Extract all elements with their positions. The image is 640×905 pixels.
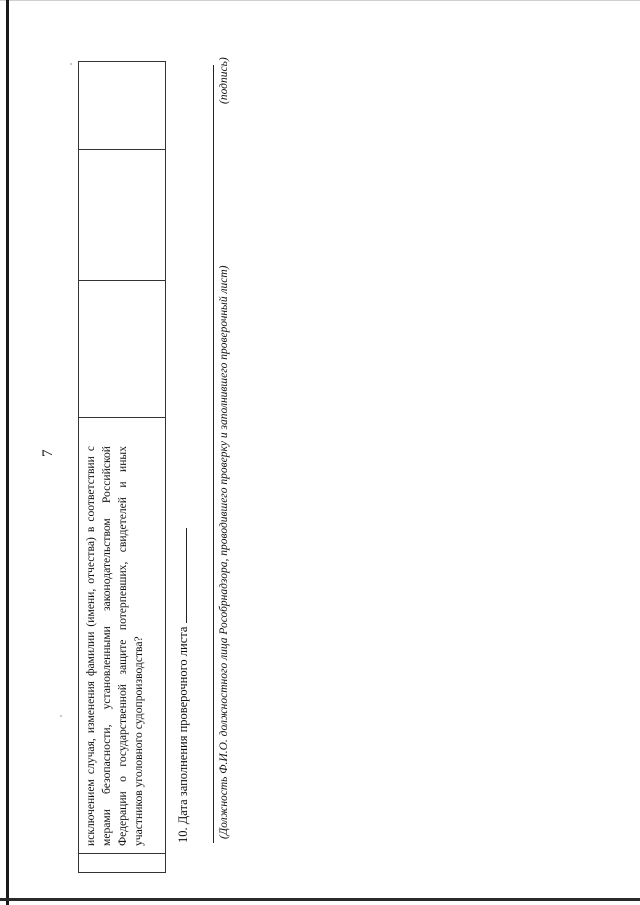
checklist-table-question-cell xyxy=(78,418,166,873)
date-field xyxy=(174,528,191,843)
table-column-divider xyxy=(79,149,165,150)
page-number: 7 xyxy=(40,449,56,457)
scan-speck xyxy=(60,715,62,717)
signature-caption: (Должность Ф.И.О. должностного лица Рособрнадзора, проводившего проверку и заполнившего проверочный лист) xyxy=(218,265,230,839)
signature-label: (подпись) xyxy=(218,57,230,104)
date-field-label: 10. Дата заполнения проверочного листа xyxy=(176,626,190,843)
signature-rule-line xyxy=(213,65,214,843)
scan-speck xyxy=(70,63,72,65)
checklist-table-answer-cells xyxy=(78,61,166,418)
checklist-table-number-cell xyxy=(79,853,165,872)
checklist-question-text: исключением случая, изменения фамилии (имени, отчества) в соответствии с мерами безопасности, установленными законодательством Российской Федерации о государственной защите потерпевших, свидетелей и иных участников уголовного судопроизводства? xyxy=(84,446,145,846)
table-column-divider xyxy=(79,280,165,281)
date-field-blank xyxy=(174,528,187,623)
